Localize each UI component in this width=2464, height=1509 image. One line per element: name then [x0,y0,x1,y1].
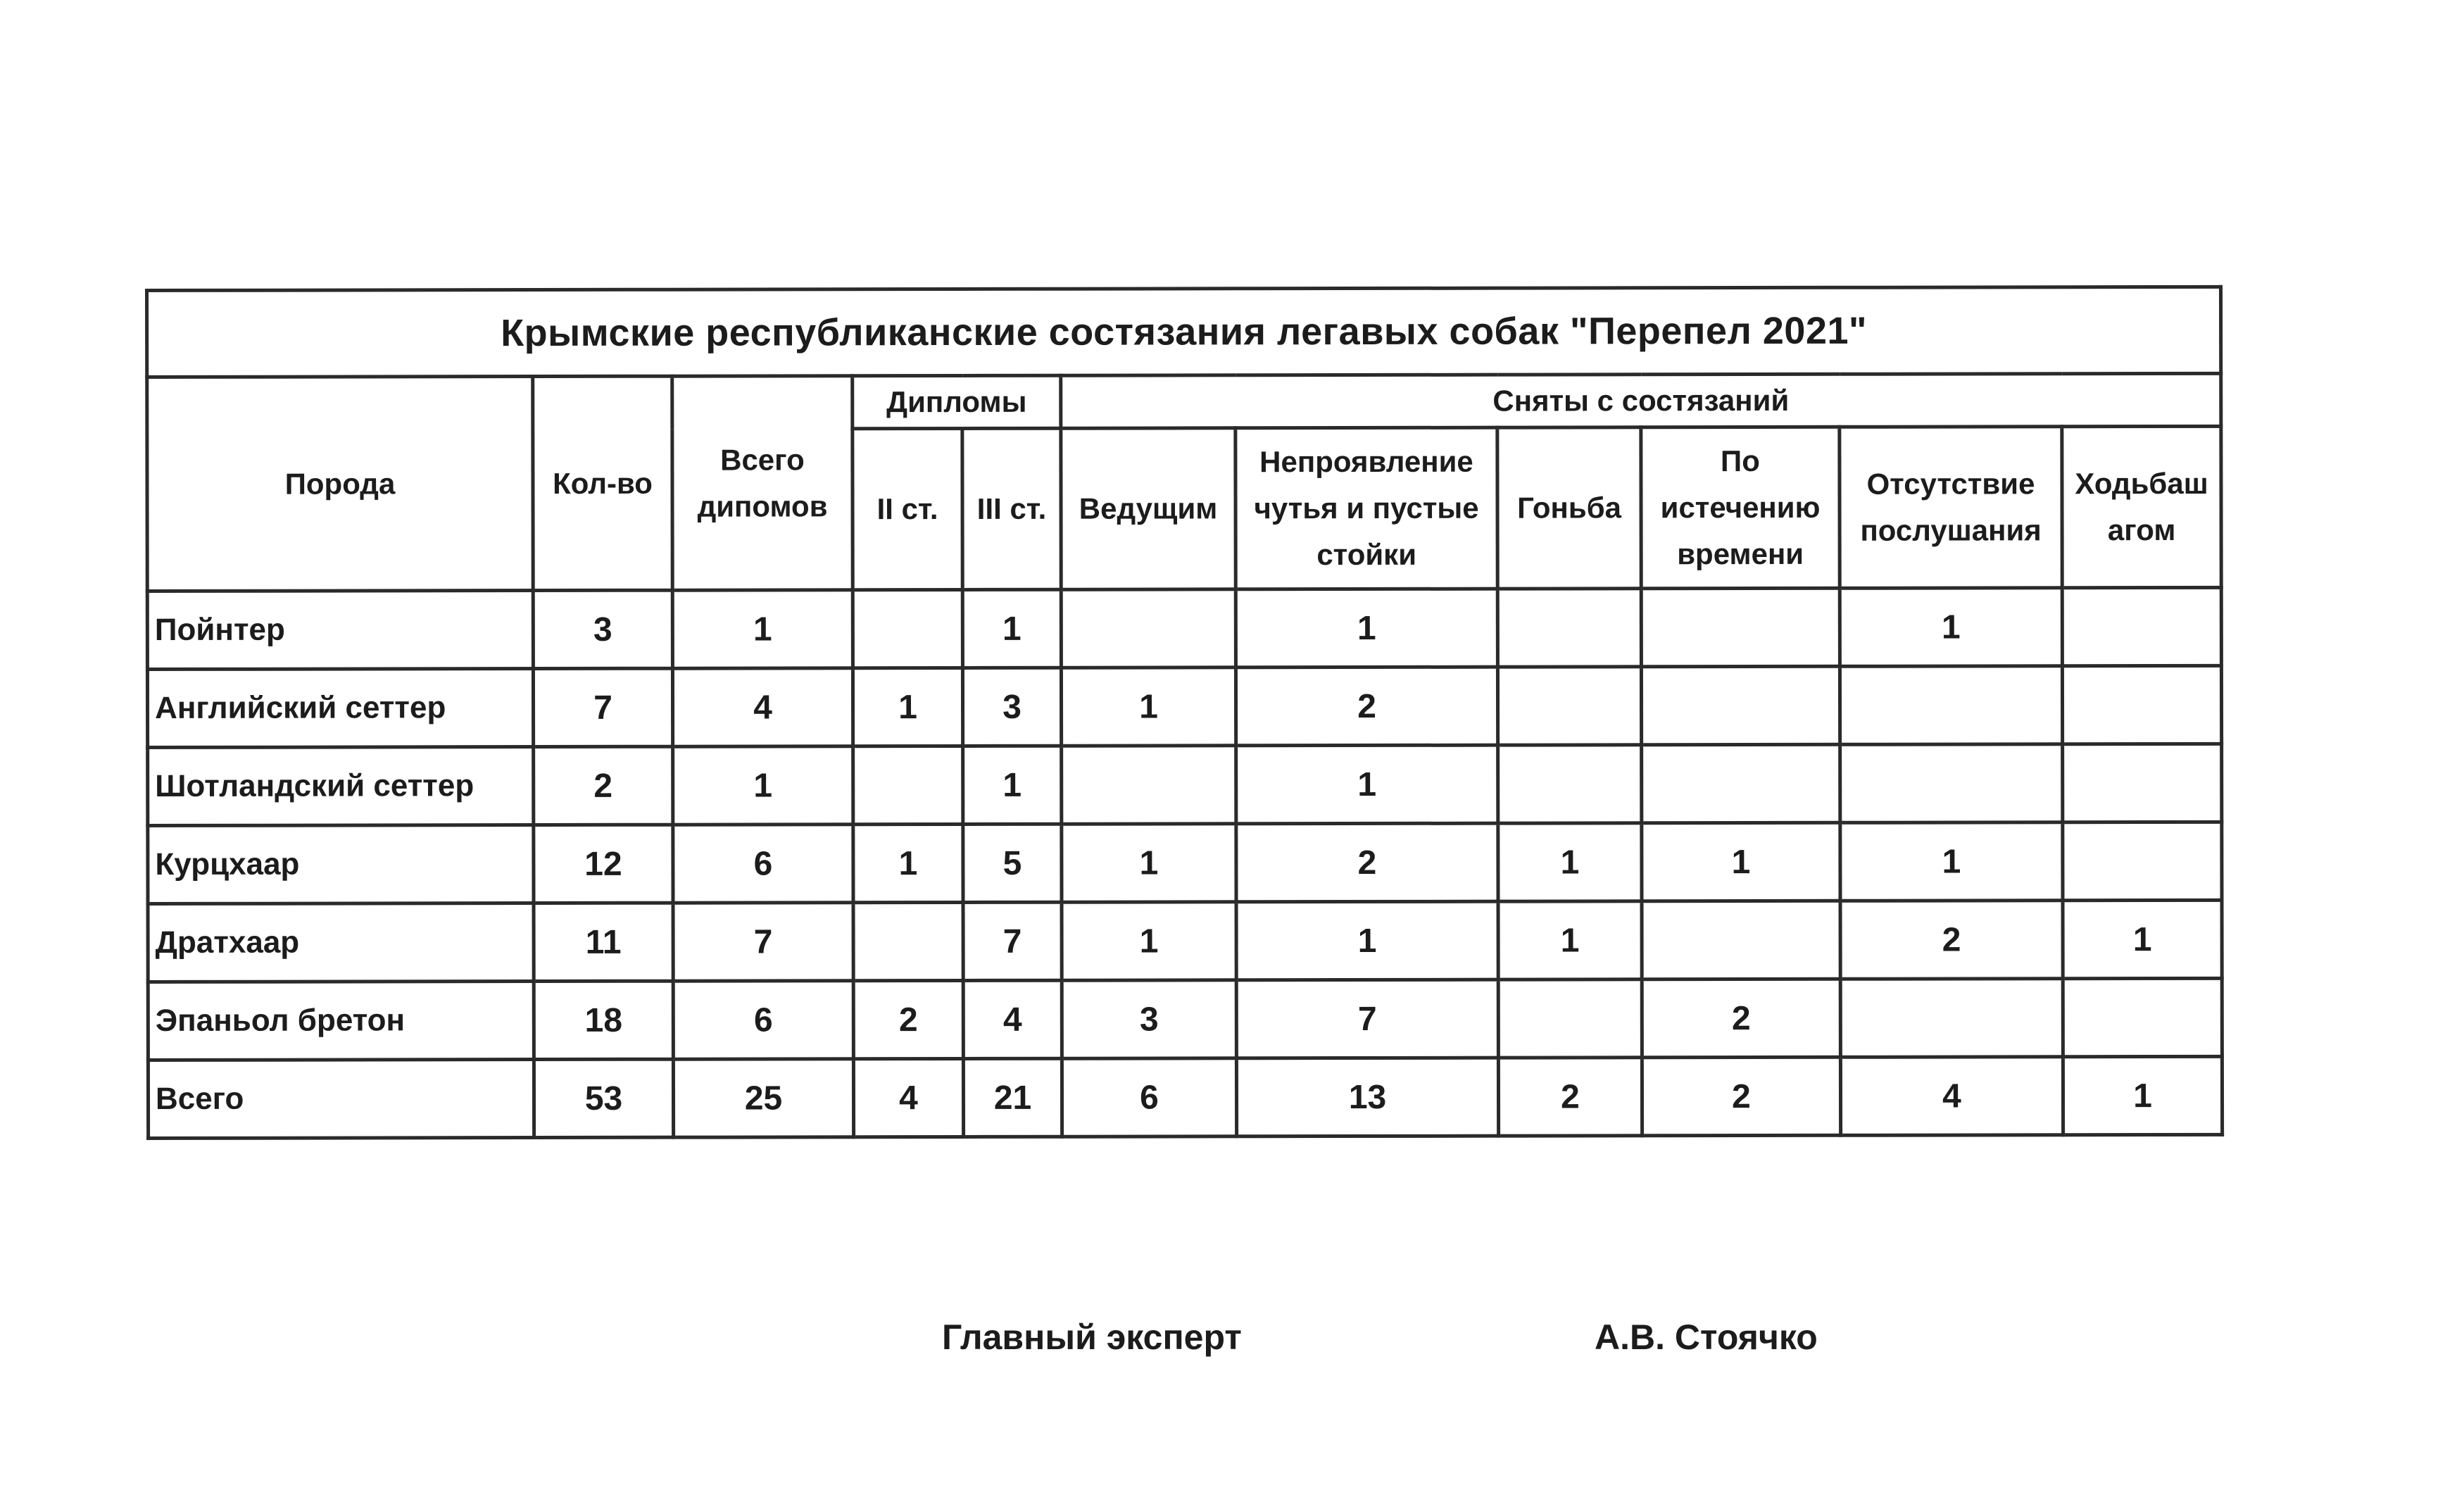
cell-diploma-2 [853,902,963,980]
cell-no-obedience [1840,979,2063,1058]
results-table [145,285,2224,1140]
cell-no-obedience: 1 [1840,588,2062,667]
table-row [148,978,2222,1060]
cell-leading: 3 [1062,980,1236,1058]
cell-breed: Пойнтер [147,591,533,670]
cell-diploma-2: 4 [853,1058,963,1137]
cell-diploma-3: 1 [962,589,1061,668]
cell-no-scent: 2 [1236,667,1497,746]
cell-count: 2 [534,746,673,825]
header-diplomas-group: Дипломы [853,375,1061,429]
cell-no-scent: 13 [1236,1058,1498,1137]
header-no-scent: Непроявление чутья и пустые стойки [1236,427,1497,589]
table-row [147,665,2221,747]
cell-chase: 2 [1498,1058,1642,1136]
cell-diploma-2: 1 [853,668,962,746]
cell-count: 3 [533,590,672,668]
cell-count: 11 [534,903,673,981]
cell-breed: Всего [148,1060,534,1139]
cell-diploma-2: 2 [853,980,963,1058]
cell-leading [1062,746,1236,824]
cell-no-scent: 1 [1236,901,1498,980]
cell-time-expired: 2 [1642,979,1840,1057]
cell-walking [2063,744,2222,822]
cell-diploma-3: 4 [963,980,1062,1058]
cell-leading: 1 [1061,668,1236,746]
cell-leading: 1 [1062,824,1236,902]
cell-time-expired: 1 [1642,822,1840,901]
cell-chase [1498,979,1642,1058]
cell-no-obedience: 2 [1840,901,2063,979]
cell-chase: 1 [1498,901,1642,979]
cell-time-expired [1642,744,1840,822]
cell-no-scent: 1 [1236,589,1497,668]
header-time-expired: По истечению времени [1641,427,1840,588]
cell-walking: 1 [2063,900,2222,978]
cell-breed: Шотландский сеттер [148,747,534,826]
cell-no-obedience [1840,744,2063,823]
cell-breed: Курцхаар [148,825,534,904]
header-chase: Гоньба [1497,427,1641,589]
signature-name: А.В. Стоячко [1595,1317,1818,1357]
table-row [147,587,2221,669]
cell-total-diplomas: 1 [673,746,853,825]
cell-diploma-3: 5 [963,824,1062,902]
cell-leading [1061,589,1236,668]
cell-diploma-3: 7 [963,902,1062,980]
cell-diploma-3: 21 [963,1058,1062,1137]
table-row [148,900,2222,982]
table-row [148,822,2222,903]
cell-walking: 1 [2063,1056,2222,1134]
cell-diploma-3: 3 [962,668,1061,746]
cell-no-scent: 1 [1236,745,1498,824]
table-row-total [148,1056,2222,1138]
cell-time-expired [1641,588,1840,666]
cell-total-diplomas: 6 [673,825,853,903]
cell-diploma-2: 1 [853,824,963,902]
header-no-obedience: Отсутствие послушания [1840,427,2062,589]
cell-chase [1497,589,1641,667]
cell-no-obedience [1840,666,2062,745]
cell-time-expired [1642,901,1840,979]
header-diploma-2: II ст. [853,428,962,589]
signature-role: Главный эксперт [942,1317,1242,1357]
cell-time-expired: 2 [1642,1057,1840,1135]
header-count: Кол-во [533,376,673,590]
cell-breed: Английский сеттер [147,669,533,748]
header-leading: Ведущим [1061,428,1236,589]
cell-total-diplomas: 4 [672,668,853,746]
header-total-diplomas: Всего дипомов [672,376,853,590]
cell-walking [2063,978,2222,1056]
cell-diploma-3: 1 [963,746,1062,824]
cell-walking [2063,822,2222,900]
cell-time-expired [1641,666,1840,744]
cell-no-obedience: 4 [1840,1057,2063,1136]
cell-total-diplomas: 7 [673,903,853,981]
cell-walking [2062,665,2221,744]
cell-chase: 1 [1498,823,1642,901]
cell-total-diplomas: 25 [673,1059,853,1137]
cell-no-obedience: 1 [1840,822,2063,901]
cell-chase [1497,667,1641,745]
cell-diploma-2 [853,589,962,668]
table-row [148,744,2222,825]
cell-count: 18 [534,981,673,1059]
header-breed: Порода [147,377,534,591]
cell-breed: Дратхаар [148,903,534,982]
cell-total-diplomas: 6 [673,981,853,1059]
cell-count: 53 [534,1059,673,1137]
header-removed-group: Сняты с состязаний [1061,373,2221,428]
cell-walking [2062,587,2221,665]
cell-total-diplomas: 1 [672,590,853,668]
header-walking: Ходьбаш агом [2062,426,2221,587]
cell-count: 12 [534,825,673,903]
table-title: Крымские республиканские состязания легавых собак "Перепел 2021" [147,287,2221,377]
cell-breed: Эпаньол бретон [148,982,534,1060]
cell-leading: 6 [1062,1058,1236,1137]
header-diploma-3: III ст. [962,428,1061,589]
cell-no-scent: 2 [1236,823,1498,902]
cell-no-scent: 7 [1236,979,1498,1058]
cell-diploma-2 [853,746,963,824]
cell-chase [1498,745,1642,823]
cell-leading: 1 [1062,902,1236,980]
cell-count: 7 [533,668,672,746]
